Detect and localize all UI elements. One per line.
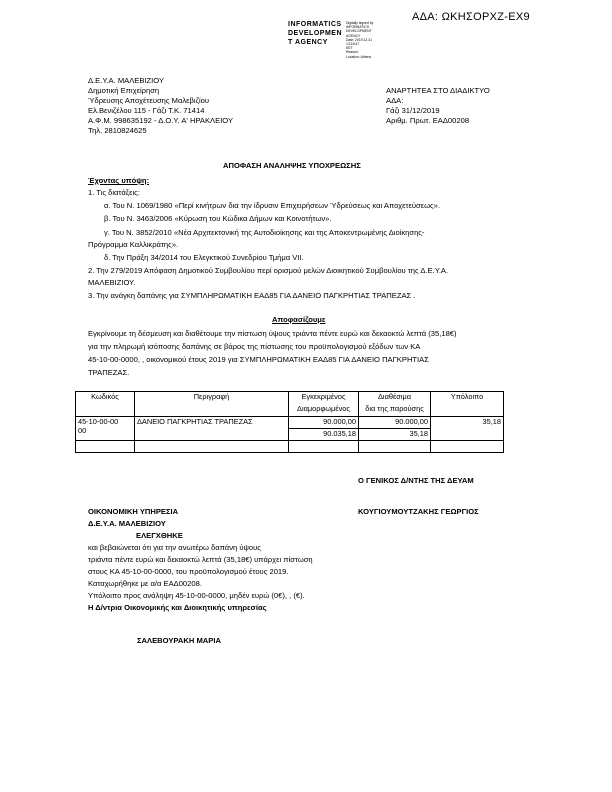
- considering-item: δ. Την Πράξη 34/2014 του Ελεγκτικού Συνεδρίου Τμήμα VII.: [104, 253, 304, 262]
- considering-item: γ. Του Ν. 3852/2010 «Νέα Αρχιτεκτονική της Αυτοδιοίκησης και της Αποκεντρωμένης Διοίκησης-: [104, 228, 425, 237]
- considering-heading: Έχοντας υπόψη:: [88, 176, 150, 185]
- finance-line: στους ΚΑ 45-10-00-0000, του προϋπολογισμού έτους 2019.: [88, 567, 289, 576]
- table-header-row: [76, 392, 504, 405]
- logo-line-2: DEVELOPMEN: [288, 30, 343, 37]
- checked-label: ΕΛΕΓΧΘΗΚΕ: [136, 531, 183, 540]
- decide-heading: Αποφασίζουμε: [272, 315, 326, 324]
- col-description: Περιγραφή: [135, 392, 289, 417]
- col-approved-sub: Διαμορφωμένος: [289, 404, 359, 417]
- considering-item: Πρόγραμμα Καλλικράτης».: [88, 240, 179, 249]
- table-row: [76, 417, 504, 429]
- cell-approved: 90.000,00: [289, 417, 359, 429]
- decide-line: ΤΡΑΠΕΖΑΣ.: [88, 368, 130, 377]
- col-approved: Εγκεκριμένος: [289, 392, 359, 405]
- col-available: Διαθέσιμα: [359, 392, 431, 405]
- logo-line-1: INFORMATICS: [288, 21, 342, 28]
- considering-item: 3. Την ανάγκη δαπάνης για ΣΥΜΠΛΗΡΩΜΑΤΙΚΗ ΕΑΔ85 ΓΙΑ ΔΑΝΕΙΟ ΠΑΓΚΡΗΤΙΑΣ ΤΡΑΠΕΖΑΣ .: [88, 291, 416, 300]
- col-balance: Υπόλοιπο: [431, 392, 504, 417]
- table-row-empty: [76, 441, 504, 453]
- considering-item: 1. Τις διατάξεις:: [88, 188, 140, 197]
- general-manager-title: Ο ΓΕΝΙΚΟΣ Δ/ΝΤΗΣ ΤΗΣ ΔΕΥΑΜ: [358, 476, 474, 485]
- informatics-logo: [288, 20, 378, 59]
- col-available-sub: δια της παρούσης: [359, 404, 431, 417]
- budget-table: [75, 391, 504, 453]
- finance-director-title: Η Δ/ντρια Οικονομικής και Διοικητικής υπηρεσίας: [88, 603, 267, 612]
- header-left: Δ.Ε.Υ.Α. ΜΑΛΕΒΙΖΙΟΥ Δημοτική Επιχείρηση Ύδρευσης Αποχέτευσης Μαλεβιζίου Ελ.Βενιζέλου 115 - Γάζι Τ.Κ. 71414 Α.Φ.Μ. 998635192 - Δ.Ο.Υ. Α' ΗΡΑΚΛΕΙΟΥ Τηλ. 2810824625: [88, 76, 234, 135]
- finance-service: ΟΙΚΟΝΟΜΙΚΗ ΥΠΗΡΕΣΙΑ: [88, 507, 179, 516]
- cell-code: 45-10-00-00 00: [76, 417, 135, 441]
- decide-line: Εγκρίνουμε τη δέσμευση και διαθέτουμε την πίστωση ύψους τριάντα πέντε ευρώ και δεκαοκτώ λεπτά (35,18€): [88, 329, 457, 338]
- cell-available: 90.000,00: [359, 417, 431, 429]
- considering-item: α. Του Ν. 1069/1980 «Περί κινήτρων δια την ίδρυσιν Επιχειρήσεων Ύδρεύσεως και Αποχετεύσεως».: [104, 201, 440, 210]
- cell-description: ΔΑΝΕΙΟ ΠΑΓΚΡΗΤΙΑΣ ΤΡΑΠΕΖΑΣ: [135, 417, 289, 441]
- general-manager-name: ΚΟΥΓΙΟΥΜΟΥΤΖΑΚΗΣ ΓΕΩΡΓΙΟΣ: [358, 507, 479, 516]
- finance-line: Καταχωρήθηκε με α/α ΕΑΔ00208.: [88, 579, 202, 588]
- ada-stamp: ΑΔΑ: ΩΚΗΣΟΡΧΖ-ΕΧ9: [412, 11, 530, 23]
- finance-line: Υπόλοιπο προς ανάληψη 45-10-00-0000, μηδέν ευρώ (0€), , (€).: [88, 591, 305, 600]
- header-right: ΑΝΑΡΤΗΤΕΑ ΣΤΟ ΔΙΑΔΙΚΤΥΟ ΑΔΑ: Γάζι 31/12/2019 Αριθμ. Πρωτ. ΕΑΔ00208: [386, 86, 490, 125]
- col-code: Κωδικός: [76, 392, 135, 417]
- logo-line-3: T AGENCY: [288, 39, 328, 46]
- decide-line: 45-10-00-0000, , οικονομικού έτους 2019 για ΣΥΜΠΛΗΡΩΜΑΤΙΚΗ ΕΑΔ85 ΓΙΑ ΔΑΝΕΙΟ ΠΑΓΚΡΗΤΙΑΣ: [88, 355, 429, 364]
- finance-director-name: ΣΑΛΕΒΟΥΡΑΚΗ ΜΑΡΙΑ: [137, 636, 221, 645]
- decide-line: για την πληρωμή ισόποσης δαπάνης σε βάρος της πίστωσης του προϋπολογισμού εξόδων των ΚΑ: [88, 342, 421, 351]
- document-title: ΑΠΟΦΑΣΗ ΑΝΑΛΗΨΗΣ ΥΠΟΧΡΕΩΣΗΣ: [223, 161, 361, 170]
- cell-balance: 35,18: [431, 417, 504, 441]
- digital-signature-text: Digitally signed by INFORMATICS DEVELOPMENT AGENCY Date: 2019.12.31 13:18:47 EET Reason: Location: Athens: [346, 21, 374, 59]
- finance-line: και βεβαιώνεται ότι για την ανωτέρω δαπάνη ύψους: [88, 543, 261, 552]
- considering-item: 2. Την 279/2019 Απόφαση Δημοτικού Συμβουλίου περί ορισμού μελών Διοικητικού Συμβουλίου της Δ.Ε.Υ.Α.: [88, 266, 449, 275]
- considering-item: β. Του Ν. 3463/2006 «Κύρωση του Κώδικα Δήμων και Κοινοτήτων».: [104, 214, 332, 223]
- cell-approved-2: 90.035,18: [289, 429, 359, 441]
- cell-available-2: 35,18: [359, 429, 431, 441]
- considering-item: ΜΑΛΕΒΙΖΙΟΥ.: [88, 278, 136, 287]
- finance-line: τριάντα πέντε ευρώ και δεκαοκτώ λεπτά (35,18€) υπάρχει πίστωση: [88, 555, 313, 564]
- finance-org: Δ.Ε.Υ.Α. ΜΑΛΕΒΙΖΙΟΥ: [88, 519, 166, 528]
